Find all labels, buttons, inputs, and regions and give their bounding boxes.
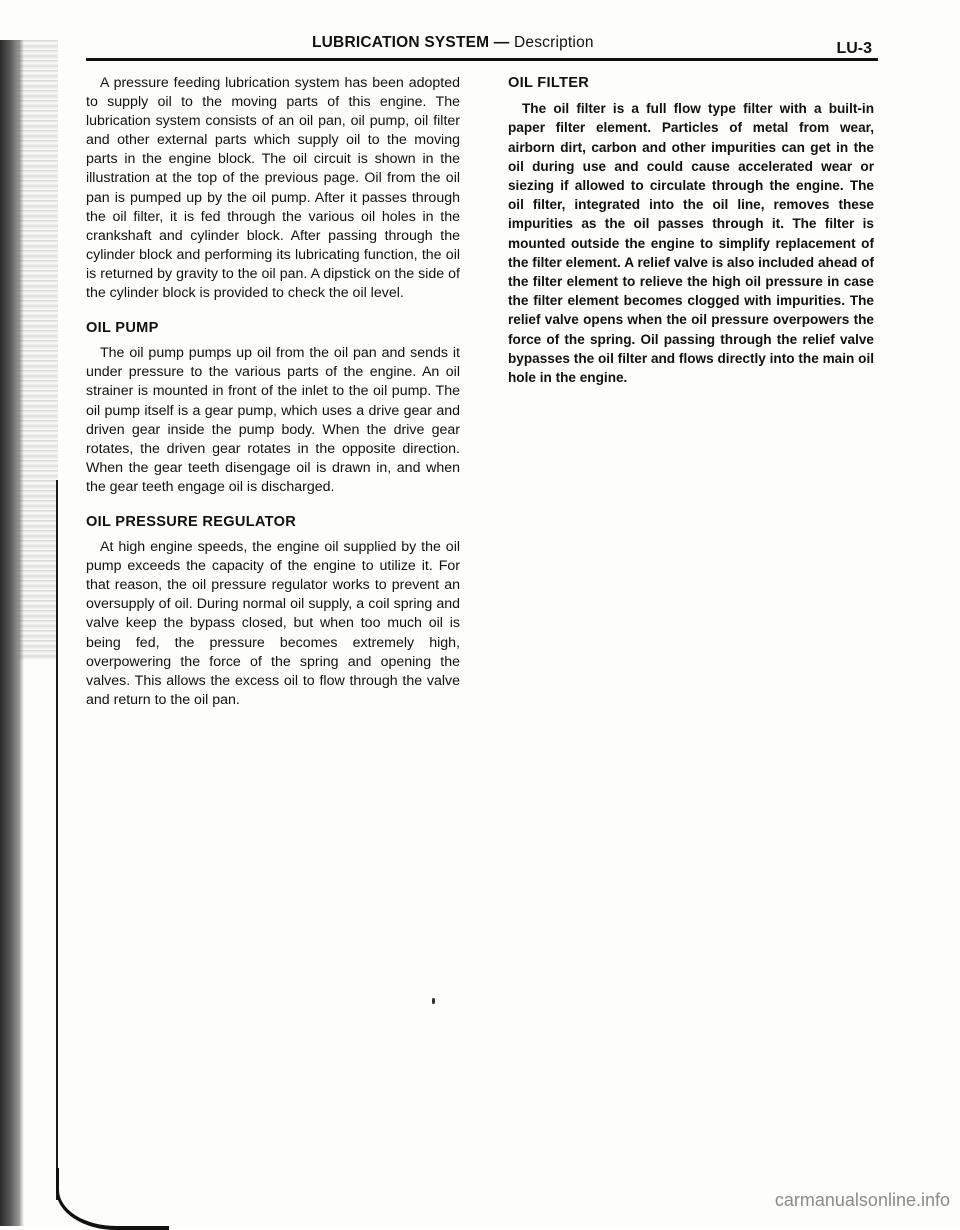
- oil-pump-section: [86, 319, 460, 497]
- pressure-regulator-paragraph: At high engine speeds, the engine oil supplied by the oil pump exceeds the capacity of the engine to utilize it. For that reason, the oil pressure regulator works to prevent an oversupply of oil. During normal oil supply, a coil spring and valve keep the bypass closed, but when too much oil is being fed, the pressure becomes extremely high, overpowering the force of the spring and opening the valves. This allows the excess oil to flow through the valve and return to the oil pan.: [86, 539, 460, 708]
- oil-pump-heading: OIL PUMP: [86, 320, 159, 337]
- page-number: LU-3: [836, 40, 872, 57]
- scan-speck: [432, 998, 435, 1004]
- binding-corner-curve: [56, 1168, 169, 1230]
- pressure-regulator-heading: OIL PRESSURE REGULATOR: [86, 513, 297, 530]
- title-separator: —: [489, 34, 514, 51]
- oil-filter-section: [508, 74, 874, 387]
- page-header: [86, 28, 878, 64]
- intro-paragraph: A pressure feeding lubrication system has been adopted to supply oil to the moving parts of this engine. The lubrication system consists of an oil pan, oil pump, oil filter and other external parts which supply oil to the moving parts in the engine block. The oil circuit is shown in the illustration at the top of the previous page. Oil from the oil pan is pumped up by the oil pump. After it passes through the oil filter, it is fed through the various oil holes in the crankshaft and cylinder block. After passing through the cylinder block and performing its lubricating function, the oil is returned by gravity to the oil pan. A dipstick on the side of the cylinder block is provided to check the oil level.: [86, 75, 460, 302]
- header-divider: [86, 58, 878, 61]
- section-subtitle: Description: [513, 34, 594, 51]
- oil-filter-paragraph: The oil filter is a full flow type filter with a built-in paper filter element. Particles of metal from wear, airborn dirt, carbon and other impurities can get in the oil during use and could cause accelerated wear or siezing if allowed to circulate through the engine. The oil filter, integrated into the oil line, removes these impurities as the oil passes through it. The filter is mounted outside the engine to simplify replacement of the filter element. A relief valve is also included ahead of the filter element to relieve the high oil pressure in case the filter element becomes clogged with impurities. The relief valve opens when the oil pressure overpowers the force of the spring. Oil passing through the relief valve bypasses the oil filter and flows directly into the main oil hole in the engine.: [508, 101, 874, 385]
- left-column: [86, 74, 460, 726]
- binding-rule: [56, 480, 58, 1200]
- intro-section: [86, 74, 460, 303]
- watermark-link[interactable]: carmanualsonline.info: [774, 1190, 950, 1210]
- oil-filter-heading: OIL FILTER: [508, 75, 590, 91]
- pressure-regulator-section: [86, 513, 460, 710]
- oil-pump-paragraph: The oil pump pumps up oil from the oil pan and sends it under pressure to the various parts of the engine. An oil strainer is mounted in front of the inlet to the oil pump. The oil pump itself is a gear pump, which uses a drive gear and driven gear inside the pump body. When the drive gear rotates, the driven gear rotates in the opposite direction. When the gear teeth disengage oil is drawn in, and when the gear teeth engage oil is discharged.: [86, 345, 460, 495]
- binding-texture: [18, 40, 58, 660]
- right-column: [508, 74, 874, 403]
- page-binding-edge: [0, 40, 70, 1226]
- section-title: LUBRICATION SYSTEM: [312, 34, 490, 51]
- page-title: [312, 34, 594, 52]
